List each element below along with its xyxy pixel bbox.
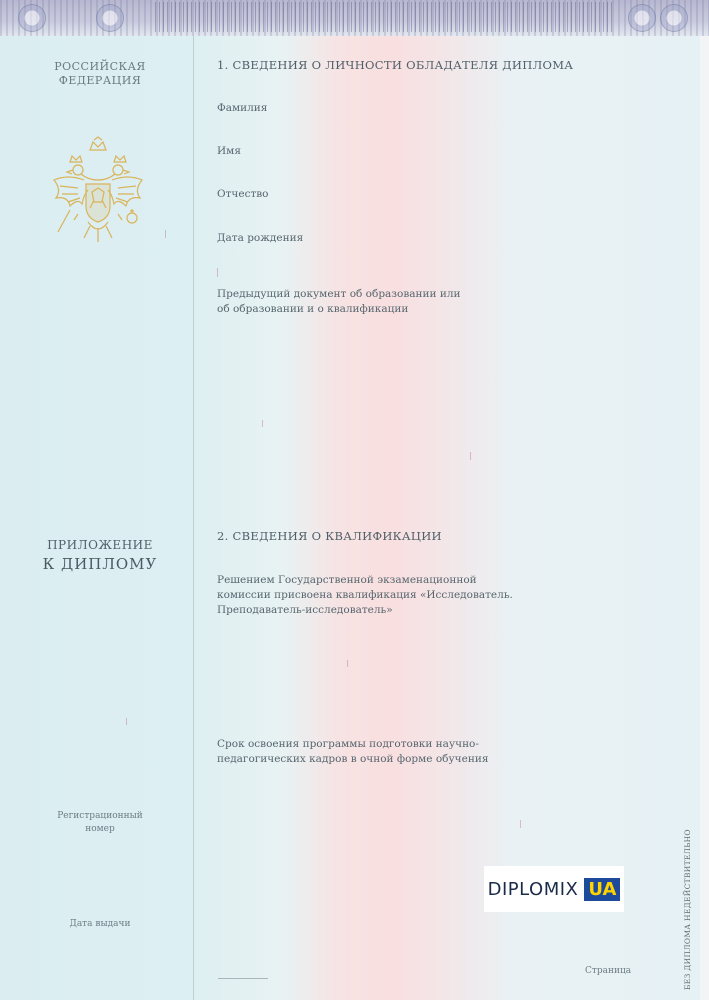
watermark-text: DIPLOMIX	[487, 878, 579, 900]
annex-subtitle: К ДИПЛОМУ	[42, 555, 158, 573]
signature-line	[218, 978, 268, 979]
rosette-ornament	[628, 4, 656, 32]
rosette-ornament	[660, 4, 688, 32]
column-divider	[193, 36, 194, 1000]
qualification-decision: Решением Государственной экзаменационной комиссии присвоена квалификация «Исследователь. Преподаватель-исследователь»	[217, 574, 513, 616]
patronymic-label: Отчество	[217, 188, 269, 200]
birth-date-label: Дата рождения	[217, 232, 304, 244]
country-line: РОССИЙСКАЯ	[54, 60, 146, 73]
annex-title: ПРИЛОЖЕНИЕ	[47, 538, 153, 552]
security-fibre	[520, 820, 521, 828]
watermark-logo	[484, 866, 624, 912]
security-fibre	[262, 420, 263, 427]
registration-line: Регистрационный	[57, 811, 143, 821]
page-edge	[700, 36, 709, 1000]
left-column	[0, 0, 193, 1000]
security-fibre	[347, 660, 348, 667]
registration-number-label	[50, 810, 150, 836]
section1-title: 1. СВЕДЕНИЯ О ЛИЧНОСТИ ОБЛАДАТЕЛЯ ДИПЛОМА	[217, 58, 574, 72]
page-number-label: Страница	[585, 966, 632, 976]
country-line: ФЕДЕРАЦИЯ	[58, 74, 142, 87]
country-name	[30, 60, 170, 88]
registration-line: номер	[85, 824, 115, 834]
section2-title: 2. СВЕДЕНИЯ О КВАЛИФИКАЦИИ	[217, 529, 442, 543]
security-fibre	[470, 452, 471, 460]
watermark-badge: UA	[584, 878, 620, 901]
program-duration-label: Срок освоения программы подготовки научно- педагогических кадров в очной форме обучения	[217, 738, 489, 765]
surname-label: Фамилия	[217, 102, 268, 114]
security-fibre	[217, 268, 218, 277]
validity-note: БЕЗ ДИПЛОМА НЕДЕЙСТВИТЕЛЬНО	[683, 829, 692, 990]
name-label: Имя	[217, 145, 241, 157]
previous-document-label: Предыдущий документ об образовании или об образовании и о квалификации	[217, 288, 461, 315]
issue-date-label: Дата выдачи	[69, 919, 131, 929]
guilloche-strip	[155, 2, 615, 32]
coat-of-arms-icon	[48, 136, 148, 252]
